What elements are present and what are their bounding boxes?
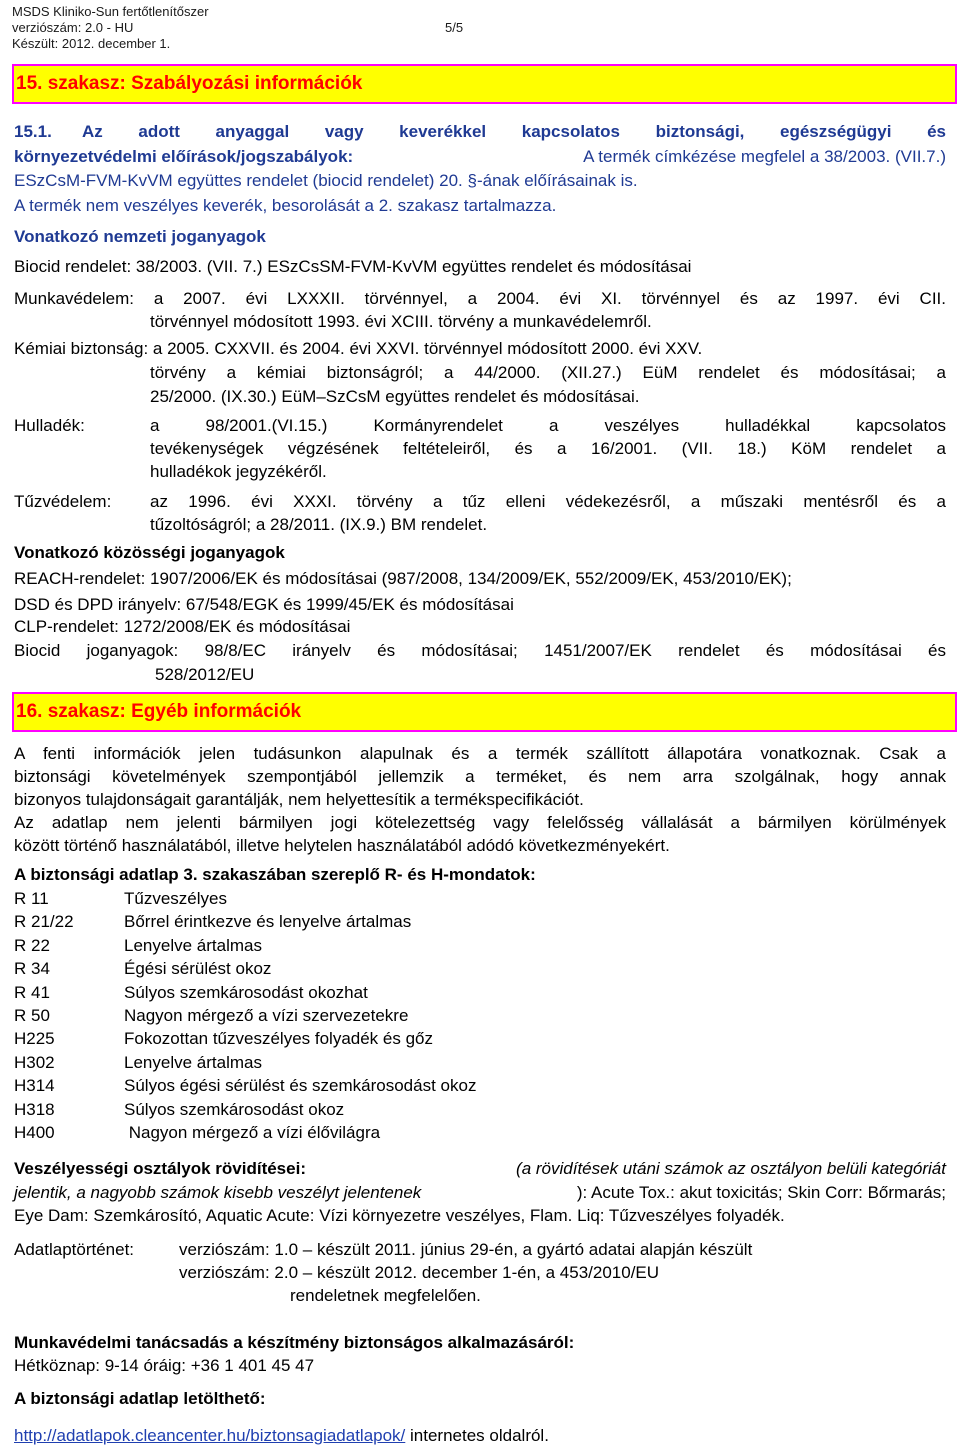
biocid-regulation: Biocid rendelet: 38/2003. (VII. 7.) ESzCsSM-FVM-KvVM együttes rendelet és módosításai (14, 257, 692, 276)
hazard-abbreviations-cont: Eye Dam: Szemkárosító, Aquatic Acute: Vízi környezetre veszélyes, Flam. Liq: Tűzveszélyes folyadék. (14, 1206, 785, 1225)
subsection-number: 15.1. (14, 122, 52, 141)
disclaimer-line-1: A fenti információk jelen tudásunkon alapulnak és a termék szállított állapotára vonatkoznak. Csak a (14, 744, 946, 763)
download-link[interactable]: http://adatlapok.cleancenter.hu/biztonsagiadatlapok/ (14, 1426, 406, 1445)
phrase-text: Fokozottan tűzveszélyes folyadék és gőz (124, 1029, 433, 1048)
chemical-safety-line-2: törvény a kémiai biztonságról; a 44/2000. (XII.27.) EüM rendelet és módosításai; a (150, 363, 946, 382)
phrase-code: H400 (14, 1123, 55, 1142)
phrases-heading: A biztonsági adatlap 3. szakaszában szereplő R- és H-mondatok: (14, 865, 536, 884)
waste-line-3: hulladékok jegyzékéről. (150, 462, 327, 481)
hazard-explanation-cont: jelentik, a nagyobb számok kisebb veszélyt jelentenek (14, 1183, 422, 1202)
phrase-code: R 34 (14, 959, 50, 978)
doc-title: MSDS Kliniko-Sun fertőtlenítőszer (12, 4, 209, 19)
classification-note: A termék nem veszélyes keverék, besorolását a 2. szakasz tartalmazza. (14, 196, 557, 215)
download-heading: A biztonsági adatlap letölthető: (14, 1389, 266, 1408)
doc-version: verziószám: 2.0 - HU (12, 20, 134, 35)
chemical-safety-line-3: 25/2000. (IX.30.) EüM–SzCsM együttes rendelet és módosításai. (150, 387, 640, 406)
phrase-code: R 11 (14, 889, 49, 908)
liability-line-2: között történő használatából, illetve helytelen használatából adódó következményekért. (14, 836, 670, 855)
fire-line-2: tűzoltóságról; a 28/2011. (IX.9.) BM rendelet. (150, 515, 488, 534)
hazard-label: Veszélyességi osztályok rövidítései: (14, 1159, 306, 1178)
advice-heading: Munkavédelmi tanácsadás a készítmény biztonságos alkalmazásáról: (14, 1333, 575, 1352)
phrase-code: H302 (14, 1053, 55, 1072)
phrase-code: H314 (14, 1076, 55, 1095)
phrase-text: Tűzveszélyes (124, 889, 227, 908)
hazard-abbreviations: ): Acute Tox.: akut toxicitás; Skin Corr: Bőrmarás; (576, 1183, 946, 1202)
download-suffix: internetes oldalról. (405, 1426, 549, 1445)
waste-line-1: a 98/2001.(VI.15.) Kormányrendelet a veszélyes hulladékkal kapcsolatos (150, 416, 946, 435)
history-line-1: verziószám: 1.0 – készült 2011. június 29-én, a gyártó adatai alapján készült (179, 1240, 753, 1259)
subsection-heading: Az adott anyaggal vagy keverékkel kapcsolatos biztonsági, egészségügyi és (82, 122, 946, 141)
page-number: 5/5 (445, 20, 464, 35)
doc-date: Készült: 2012. december 1. (12, 36, 171, 51)
waste-label: Hulladék: (14, 416, 85, 435)
chemical-safety-line-1: Kémiai biztonság: a 2005. CXXVII. és 2004. évi XXVI. törvénnyel módosított 2000. évi XXV. (14, 339, 703, 358)
reach-regulation: REACH-rendelet: 1907/2006/EK és módosításai (987/2008, 134/2009/EK, 552/2009/EK, 453/2010/EK); (14, 569, 792, 588)
fire-line-1: az 1996. évi XXXI. törvény a tűz elleni védekezésről, a műszaki mentésről és a (150, 492, 946, 511)
phrase-code: R 22 (14, 936, 50, 955)
work-safety-line-1: Munkavédelem: a 2007. évi LXXXII. törvénnyel, a 2004. évi XI. törvénnyel és az 1997. évi CII. (14, 289, 946, 308)
disclaimer-line-2: biztonsági követelmények szempontjából jellemzik a terméket, és nem arra szolgálnak, hogy annak (14, 767, 946, 786)
history-line-2: verziószám: 2.0 – készült 2012. december 1-én, a 453/2010/EU (179, 1263, 660, 1282)
work-safety-line-2: törvénnyel módosított 1993. évi XCIII. törvény a munkavédelemről. (150, 312, 652, 331)
subsection-heading-cont: környezetvédelmi előírások/jogszabályok: (14, 147, 354, 166)
fire-label: Tűzvédelem: (14, 492, 112, 511)
liability-line-1: Az adatlap nem jelenti bármilyen jogi kötelezettség vagy felelősség vállalását a bármilyen körülmények (14, 813, 946, 832)
phrase-code: R 50 (14, 1006, 50, 1025)
phrase-code: R 41 (14, 983, 50, 1002)
phrase-code: R 21/22 (14, 912, 74, 931)
phrase-code: H225 (14, 1029, 55, 1048)
national-law-heading: Vonatkozó nemzeti joganyagok (14, 227, 266, 246)
biocid-eu-line-2: 528/2012/EU (155, 665, 255, 684)
advice-phone: Hétköznap: 9-14 óráig: +36 1 401 45 47 (14, 1356, 315, 1375)
phrase-text: Súlyos szemkárosodást okoz (124, 1100, 345, 1119)
disclaimer-line-3: bizonyos tulajdonságait garantálják, nem helyettesítik a termékspecifikációt. (14, 790, 584, 809)
dsd-directive: DSD és DPD irányelv: 67/548/EGK és 1999/45/EK és módosításai (14, 595, 514, 614)
hazard-explanation: (a rövidítések utáni számok az osztályon belüli kategóriát (516, 1159, 946, 1178)
hazard-line-1 (14, 1157, 946, 1180)
phrase-text: Nagyon mérgező a vízi élővilágra (124, 1123, 381, 1142)
phrase-text: Bőrrel érintkezve és lenyelve ártalmas (124, 912, 412, 931)
history-line-3: rendeletnek megfelelően. (290, 1286, 481, 1305)
labeling-text: A termék címkézése megfelel a 38/2003. (VII.7.) (583, 147, 946, 166)
history-label: Adatlaptörténet: (14, 1240, 135, 1259)
phrase-text: Súlyos szemkárosodást okozhat (124, 983, 368, 1002)
subsection-line-2 (14, 145, 946, 168)
section-15-title: 15. szakasz: Szabályozási információk (16, 73, 363, 94)
section-16-title: 16. szakasz: Egyéb információk (16, 701, 302, 722)
eu-law-heading: Vonatkozó közösségi joganyagok (14, 543, 285, 562)
biocid-eu-line-1: Biocid joganyagok: 98/8/EC irányelv és módosításai; 1451/2007/EK rendelet és módosításai és (14, 641, 946, 660)
phrase-text: Lenyelve ártalmas (124, 1053, 262, 1072)
labeling-text-cont: ESzCsM-FVM-KvVM együttes rendelet (biocid rendelet) 20. §-ának előírásainak is. (14, 171, 638, 190)
phrase-text: Lenyelve ártalmas (124, 936, 262, 955)
hazard-line-2 (14, 1181, 946, 1204)
download-line (14, 1424, 549, 1447)
phrase-text: Égési sérülést okoz (124, 959, 272, 978)
phrase-text: Súlyos égési sérülést és szemkárosodást okoz (124, 1076, 477, 1095)
phrase-text: Nagyon mérgező a vízi szervezetekre (124, 1006, 409, 1025)
waste-line-2: tevékenységek végzésének feltételeiről, és a 16/2001. (VII. 18.) KöM rendelet a (150, 439, 946, 458)
clp-regulation: CLP-rendelet: 1272/2008/EK és módosításai (14, 617, 351, 636)
phrase-code: H318 (14, 1100, 55, 1119)
